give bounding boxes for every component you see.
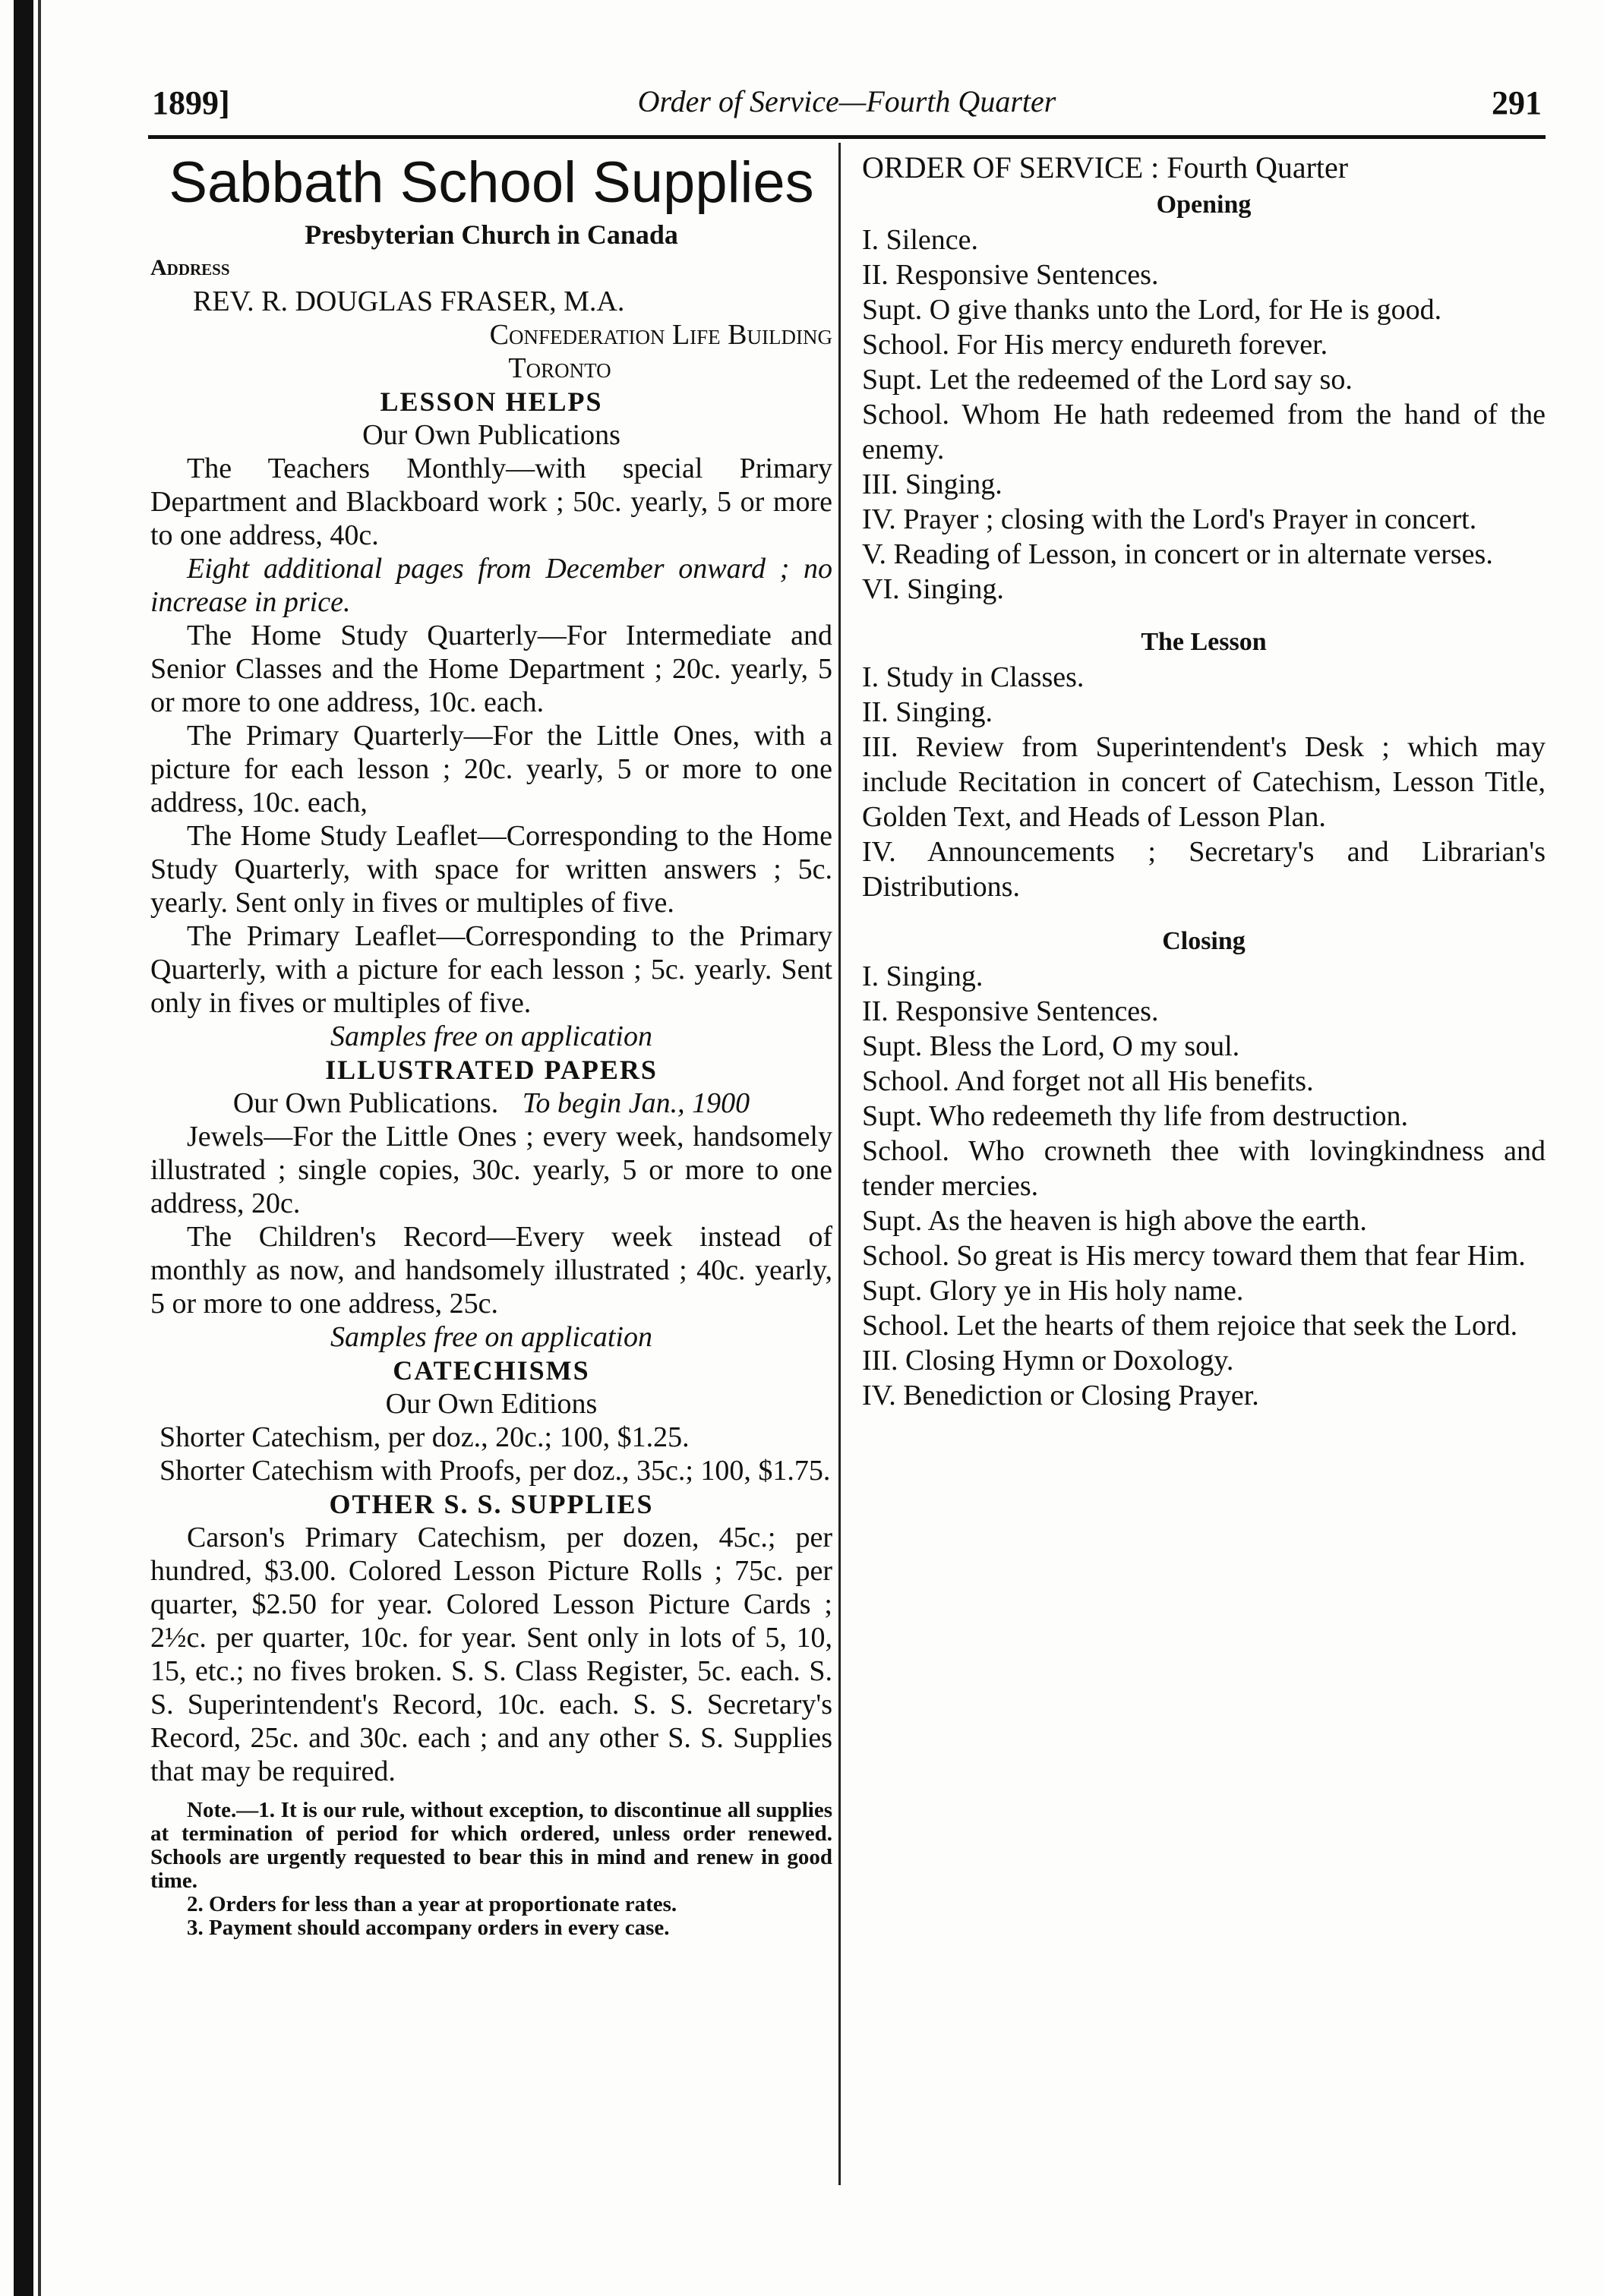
closing-item: Supt. Glory ye in His holy name. [862, 1275, 1244, 1307]
order-of-service-title: ORDER OF SERVICE : Fourth Quarter [862, 150, 1349, 184]
address-label: Address [150, 255, 230, 280]
opening-item: III. Singing. [862, 468, 1003, 500]
lesson-item: II. Singing. [862, 696, 993, 728]
lesson-heading: The Lesson [1141, 628, 1267, 656]
home-study-leaflet: The Home Study Leaflet—Corresponding to the Home Study Quarterly, with space for written answers ; 5c. yearly. Sent only in fives or multiples of five. [150, 820, 832, 919]
closing-item: IV. Benediction or Closing Prayer. [862, 1380, 1259, 1411]
teachers-monthly: The Teachers Monthly—with special Primary Department and Blackboard work ; 50c. yearly, 5 or more to one address, 40c. [150, 453, 832, 551]
note-3: 3. Payment should accompany orders in every case. [187, 1916, 670, 1940]
closing-item: III. Closing Hymn or Doxology. [862, 1345, 1234, 1377]
opening-item: I. Silence. [862, 224, 979, 256]
header-rule [148, 135, 1546, 139]
closing-heading: Closing [1162, 927, 1246, 955]
closing-item: School. So great is His mercy toward them that fear Him. [862, 1240, 1526, 1272]
other-supplies-heading: OTHER S. S. SUPPLIES [329, 1489, 654, 1519]
lesson-item: I. Study in Classes. [862, 661, 1085, 693]
opening-item: School. For His mercy endureth forever. [862, 329, 1328, 361]
opening-item: Supt. Let the redeemed of the Lord say so. [862, 364, 1353, 396]
address-building: Confederation Life Building [489, 319, 832, 351]
opening-item: V. Reading of Lesson, in concert or in alternate verses. [862, 538, 1493, 570]
subtitle: Presbyterian Church in Canada [305, 219, 678, 250]
own-publications-label: Our Own Publications. [232, 1087, 499, 1119]
closing-item: Supt. Who redeemeth thy life from destruction. [862, 1100, 1409, 1132]
running-header [152, 84, 1542, 129]
page-title: Sabbath School Supplies [169, 150, 814, 215]
opening-item: School. Whom He hath redeemed from the hand of the enemy. [862, 399, 1546, 465]
other-supplies: Carson's Primary Catechism, per dozen, 45c.; per hundred, $3.00. Colored Lesson Picture Rolls ; 75c. per quarter, $2.50 for year. Colored Lesson Picture Cards ; 2½c. per quarter, 10c. for year. Sent only in lots of 5, 10, 15, etc.; no fives broken. S. S. Class Register, 5c. each. S. S. Superintendent's Record, 10c. each. S. S. Secretary's Record, 25c. and 30c. each ; and any other S. S. Supplies that may be required. [150, 1522, 832, 1787]
note-2: 2. Orders for less than a year at proportionate rates. [187, 1892, 677, 1916]
primary-quarterly: The Primary Quarterly—For the Little Ones, with a picture for each lesson ; 20c. yearly, 5 or more to one address, 10c. each, [150, 720, 832, 818]
opening-heading: Opening [1156, 191, 1252, 219]
catechisms-heading: CATECHISMS [393, 1355, 590, 1386]
lesson-helps-heading: LESSON HELPS [380, 386, 603, 417]
begin-date: To begin Jan., 1900 [522, 1087, 750, 1119]
opening-list [862, 222, 1546, 607]
closing-item: II. Responsive Sentences. [862, 995, 1159, 1027]
childrens-record: The Children's Record—Every week instead of monthly as now, and handsomely illustrated ; 40c. yearly, 5 or more to one address, 25c. [150, 1221, 832, 1320]
left-column [150, 148, 832, 1940]
running-title: Order of Service—Fourth Quarter [637, 84, 1056, 118]
binding-edge [14, 0, 33, 2296]
illustrated-publications-line [150, 1086, 832, 1120]
shorter-catechism-proofs: Shorter Catechism with Proofs, per doz., 35c.; 100, $1.75. [159, 1455, 831, 1487]
closing-item: Supt. Bless the Lord, O my soul. [862, 1030, 1240, 1062]
closing-list [862, 959, 1546, 1413]
header-year: 1899] [152, 84, 230, 121]
lesson-list [862, 660, 1546, 904]
illustrated-papers-heading: ILLUSTRATED PAPERS [325, 1055, 658, 1085]
address-name: REV. R. DOUGLAS FRASER, M.A. [193, 285, 625, 317]
own-publications: Our Own Publications [362, 419, 620, 451]
address-city: Toronto [508, 352, 611, 384]
closing-item: School. Who crowneth thee with lovingkindness and tender mercies. [862, 1135, 1546, 1202]
binding-edge-line [38, 0, 41, 2296]
opening-item: II. Responsive Sentences. [862, 259, 1159, 291]
notes [150, 1799, 832, 1940]
right-column [862, 148, 1546, 1413]
closing-item: School. Let the hearts of them rejoice that seek the Lord. [862, 1310, 1518, 1342]
home-study-quarterly: The Home Study Quarterly—For Intermediate and Senior Classes and the Home Department ; 20c. yearly, 5 or more to one address, 10c. each. [150, 620, 832, 718]
closing-item: School. And forget not all His benefits. [862, 1065, 1314, 1097]
primary-leaflet: The Primary Leaflet—Corresponding to the Primary Quarterly, with a picture for each lesson ; 5c. yearly. Sent only in fives or multiples of five. [150, 920, 832, 1019]
closing-item: I. Singing. [862, 960, 984, 992]
jewels: Jewels—For the Little Ones ; every week, handsomely illustrated ; single copies, 30c. yearly, 5 or more to one address, 20c. [150, 1121, 832, 1219]
samples-note-1: Samples free on application [330, 1020, 652, 1052]
note-1: Note.—1. It is our rule, without exception, to discontinue all supplies at termination of period for which ordered, unless order renewed. Schools are urgently requested to bear this in mind and renew in good time. [150, 1798, 832, 1893]
closing-item: Supt. As the heaven is high above the earth. [862, 1205, 1367, 1237]
lesson-item: III. Review from Superintendent's Desk ; which may include Recitation in concert of Catechism, Lesson Title, Golden Text, and Heads of Lesson Plan. [862, 731, 1546, 833]
opening-item: IV. Prayer ; closing with the Lord's Prayer in concert. [862, 503, 1477, 535]
lesson-item: IV. Announcements ; Secretary's and Librarian's Distributions. [862, 836, 1546, 903]
shorter-catechism: Shorter Catechism, per doz., 20c.; 100, $1.25. [159, 1421, 690, 1453]
column-divider [838, 143, 841, 2185]
opening-item: Supt. O give thanks unto the Lord, for He is good. [862, 294, 1442, 326]
page-number: 291 [1492, 84, 1542, 121]
opening-item: VI. Singing. [862, 573, 1004, 605]
samples-note-2: Samples free on application [330, 1321, 652, 1353]
own-editions: Our Own Editions [385, 1388, 598, 1420]
teachers-monthly-note: Eight additional pages from December onward ; no increase in price. [150, 553, 832, 618]
